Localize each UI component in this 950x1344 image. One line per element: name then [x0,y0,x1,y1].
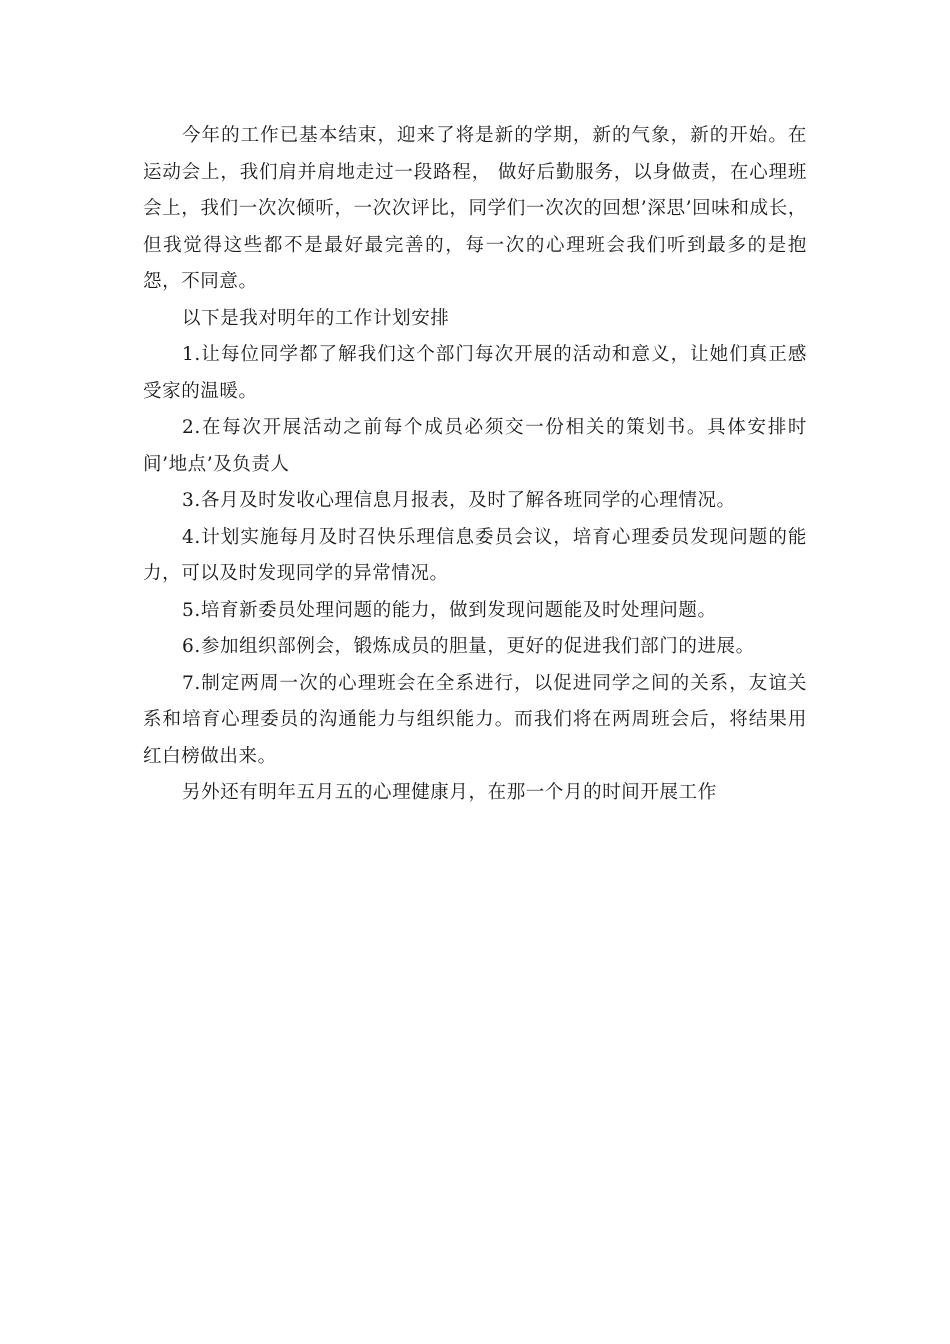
paragraph-plan-heading: 以下是我对明年的工作计划安排 [182,307,450,329]
plan-item-4: 4.计划实施每月及时召快乐理信息委员会议，培育心理委员发现问题的能力，可以及时发现同学的异常情况。 [143,526,807,584]
document-body [143,118,807,812]
plan-item-2: 2.在每次开展活动之前每个成员必须交一份相关的策划书。具体安排时间’地点’及负责人 [143,417,807,475]
plan-item-3: 3.各月及时发收心理信息月报表，及时了解各班同学的心理情况。 [182,490,736,511]
plan-item-6: 6.参加组织部例会，锻炼成员的胆量，更好的促进我们部门的进展。 [182,636,755,657]
paragraph-intro: 今年的工作已基本结束，迎来了将是新的学期，新的气象，新的开始。在运动会上，我们肩并肩地走过一段路程， 做好后勤服务，以身做责，在心理班会上，我们一次次倾听，一次次评比，同学们一次次的回想’深思’回味和成长，但我觉得这些都不是最好最完善的，每一次的心理班会我们听到最多的是抱怨，不同意。 [143,125,807,292]
plan-item-7: 7.制定两周一次的心理班会在全系进行，以促进同学之间的关系，友谊关系和培育心理委员的沟通能力与组织能力。而我们将在两周班会后，将结果用红白榜做出来。 [143,672,807,767]
plan-item-1: 1.让每位同学都了解我们这个部门每次开展的活动和意义，让她们真正感受家的温暖。 [143,344,807,402]
plan-item-5: 5.培育新委员处理问题的能力，做到发现问题能及时处理问题。 [182,599,717,621]
paragraph-closing: 另外还有明年五月五的心理健康月，在那一个月的时间开展工作 [182,782,717,803]
